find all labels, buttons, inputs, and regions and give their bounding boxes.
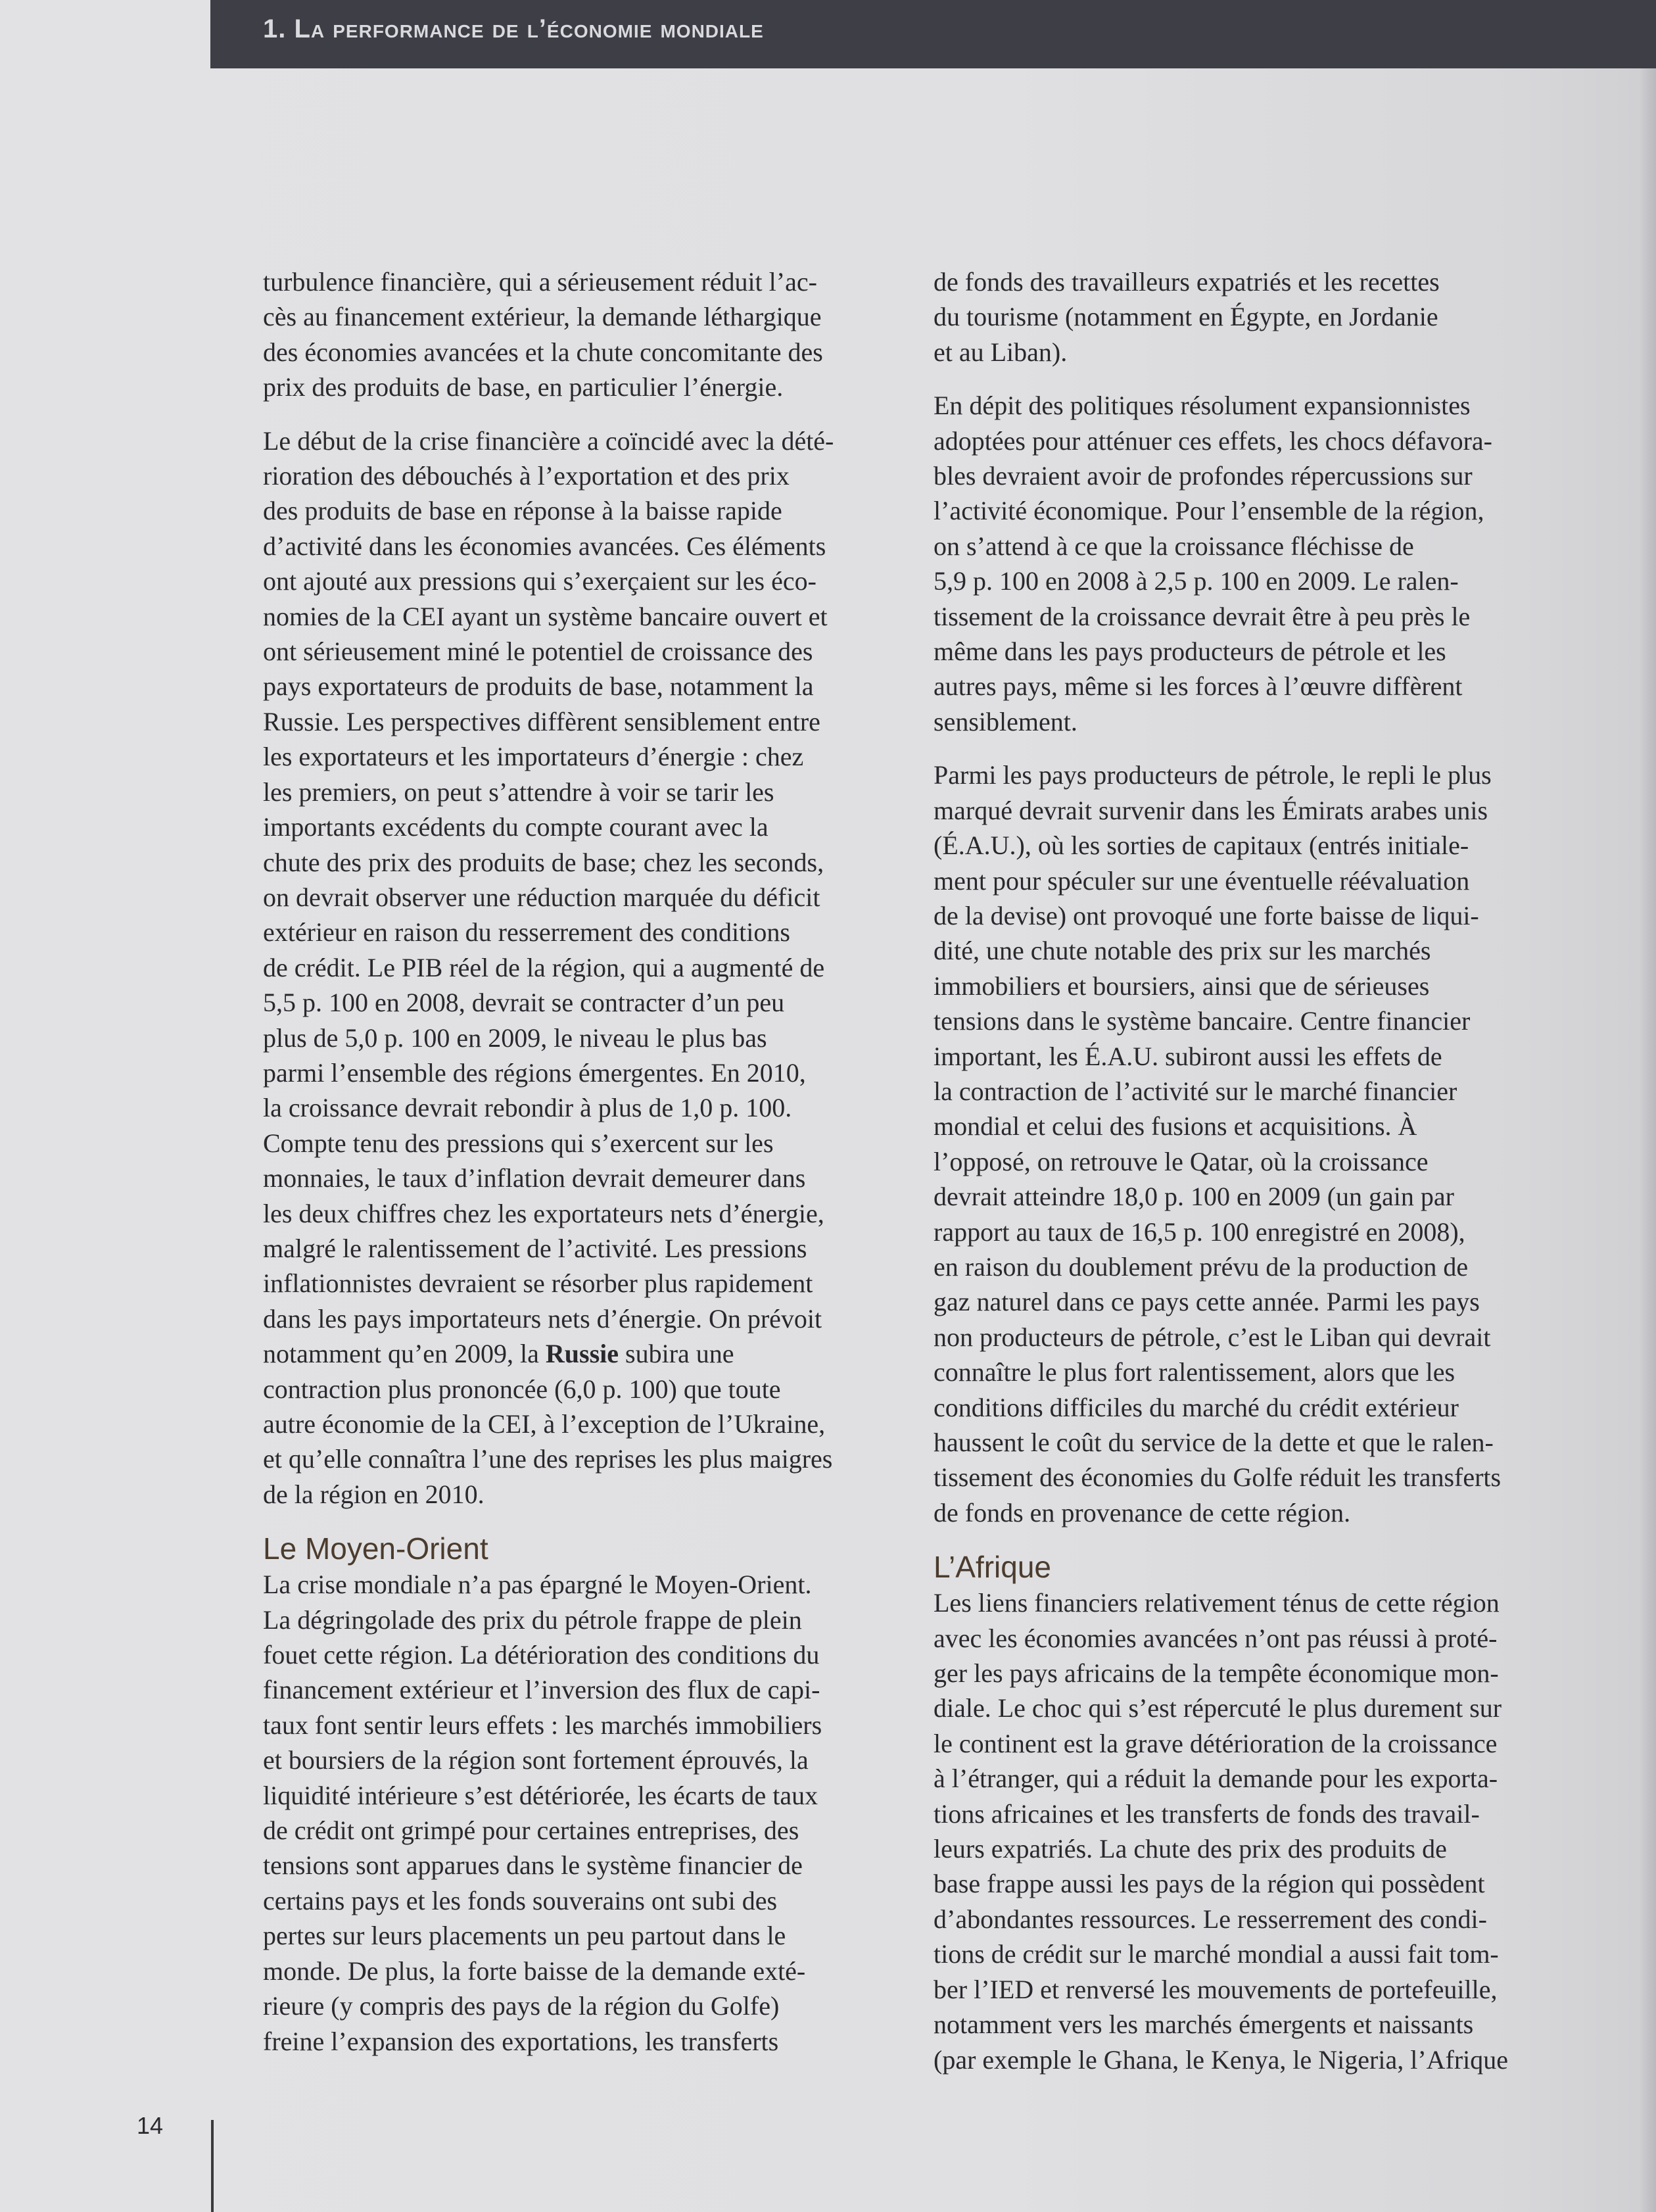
paragraph-line: marqué devrait survenir dans les Émirats arabes unis [934, 795, 1488, 825]
paragraph-line: inflationnistes devraient se résorber plus rapidement [263, 1268, 813, 1299]
paragraph-line: on devrait observer une réduction marquée du déficit [263, 882, 820, 912]
section-heading-middle-east: Le Moyen-Orient [263, 1531, 488, 1566]
paragraph-left-2-lines [263, 423, 881, 1337]
paragraph-line: dité, une chute notable des prix sur les marchés [934, 936, 1431, 966]
paragraph-line: Parmi les pays producteurs de pétrole, le repli le plus [934, 760, 1492, 790]
paragraph-line: malgré le ralentissement de l’activité. Les pressions [263, 1233, 807, 1263]
paragraph-line: non producteurs de pétrole, c’est le Liban qui devrait [934, 1322, 1491, 1352]
paragraph-line: et boursiers de la région sont fortement éprouvés, la [263, 1745, 809, 1775]
paragraph-line: pays exportateurs de produits de base, notamment la [263, 671, 814, 702]
paragraph-line: taux font sentir leurs effets : les marchés immobiliers [263, 1710, 822, 1740]
paragraph-line: rapport au taux de 16,5 p. 100 enregistré en 2008), [934, 1216, 1465, 1247]
paragraph-line: tensions dans le système bancaire. Centre financier [934, 1006, 1471, 1036]
paragraph-line: de la région en 2010. [263, 1479, 485, 1509]
paragraph-line: 5,5 p. 100 en 2008, devrait se contracter d’un peu [263, 988, 785, 1018]
paragraph-line: tissement des économies du Golfe réduit les transferts [934, 1462, 1502, 1493]
paragraph-line: cès au financement extérieur, la demande léthargique [263, 302, 822, 332]
paragraph-line: tions de crédit sur le marché mondial a aussi fait tom- [934, 1939, 1499, 1969]
paragraph-line: financement extérieur et l’inversion des flux de capi- [263, 1675, 820, 1705]
paragraph-line: des économies avancées et la chute concomitante des [263, 337, 823, 367]
paragraph-right-2 [934, 388, 1553, 739]
paragraph-line: importants excédents du compte courant avec la [263, 812, 769, 842]
text-run: subira une [619, 1339, 734, 1369]
paragraph-line: l’opposé, on retrouve le Qatar, où la croissance [934, 1146, 1429, 1176]
paragraph-line: ont ajouté aux pressions qui s’exerçaient sur les éco- [263, 566, 816, 596]
paragraph-right-1 [934, 264, 1553, 370]
paragraph-line [263, 1336, 881, 1371]
paragraph-line: fouet cette région. La détérioration des conditions du [263, 1640, 820, 1670]
paragraph-line: adoptées pour atténuer ces effets, les chocs défavora- [934, 425, 1492, 456]
paragraph-line: de la devise) ont provoqué une forte baisse de liqui- [934, 900, 1479, 930]
paragraph-line: (É.A.U.), où les sorties de capitaux (entrés initiale- [934, 830, 1469, 861]
emphasis-russie: Russie [545, 1339, 619, 1369]
paragraph-line: de fonds en provenance de cette région. [934, 1497, 1351, 1527]
chapter-title: 1. La performance de l’économie mondiale [263, 14, 764, 43]
paragraph-line: d’activité dans les économies avancées. Ces éléments [263, 531, 826, 561]
paragraph-line: leurs expatriés. La chute des prix des produits de [934, 1834, 1447, 1864]
paragraph-line: pertes sur leurs placements un peu partout dans le [263, 1921, 786, 1951]
paragraph-left-3 [263, 1567, 881, 2059]
paragraph-line: avec les économies avancées n’ont pas réussi à proté- [934, 1623, 1498, 1653]
paragraph-line: l’activité économique. Pour l’ensemble de la région, [934, 496, 1484, 526]
right-column [934, 264, 1553, 2096]
paragraph-line: la croissance devrait rebondir à plus de 1,0 p. 100. [263, 1093, 792, 1123]
paragraph-line: ber l’IED et renversé les mouvements de portefeuille, [934, 1974, 1498, 2004]
paragraph-line: même dans les pays producteurs de pétrole et les [934, 637, 1446, 667]
paragraph-line: d’abondantes ressources. Le resserrement des condi- [934, 1904, 1487, 1934]
paragraph-line: de fonds des travailleurs expatriés et les recettes [934, 267, 1440, 297]
paragraph-line: immobiliers et boursiers, ainsi que de sérieuses [934, 971, 1430, 1001]
paragraph-line: Compte tenu des pressions qui s’exercent sur les [263, 1128, 774, 1158]
footer-rule [211, 2120, 214, 2212]
paragraph-line: connaître le plus fort ralentissement, alors que les [934, 1357, 1455, 1387]
paragraph-line: chute des prix des produits de base; chez les seconds, [263, 847, 824, 877]
paragraph-line: et qu’elle connaîtra l’une des reprises les plus maigres [263, 1444, 833, 1474]
paragraph-line: tissement de la croissance devrait être à peu près le [934, 601, 1471, 631]
paragraph-right-4 [934, 1585, 1553, 2077]
paragraph-left-2 [263, 423, 881, 1512]
paragraph-line: et au Liban). [934, 337, 1068, 367]
paragraph-line: certains pays et les fonds souverains ont subi des [263, 1885, 778, 1915]
text-run: notamment qu’en 2009, la [263, 1339, 546, 1369]
paragraph-line: les exportateurs et les importateurs d’énergie : chez [263, 742, 804, 772]
paragraph-line: les deux chiffres chez les exportateurs nets d’énergie, [263, 1198, 824, 1228]
paragraph-line: nomies de la CEI ayant un système bancaire ouvert et [263, 601, 828, 631]
paragraph-line: notamment vers les marchés émergents et naissants [934, 2009, 1474, 2040]
paragraph-line: on s’attend à ce que la croissance fléchisse de [934, 531, 1414, 561]
paragraph-line: la contraction de l’activité sur le marché financier [934, 1076, 1457, 1106]
paragraph-line: ment pour spéculer sur une éventuelle réévaluation [934, 865, 1470, 896]
paragraph-line: les premiers, on peut s’attendre à voir se tarir les [263, 777, 774, 807]
paragraph-line: le continent est la grave détérioration de la croissance [934, 1728, 1498, 1758]
paragraph-line: gaz naturel dans ce pays cette année. Parmi les pays [934, 1287, 1480, 1317]
paragraph-line: La dégringolade des prix du pétrole frappe de plein [263, 1604, 802, 1635]
paragraph-line: liquidité intérieure s’est détériorée, les écarts de taux [263, 1780, 818, 1810]
paragraph-line: Russie. Les perspectives diffèrent sensiblement entre [263, 706, 820, 736]
paragraph-line: à l’étranger, qui a réduit la demande pour les exporta- [934, 1764, 1498, 1794]
paragraph-line: (par exemple le Ghana, le Kenya, le Nigeria, l’Afrique [934, 2044, 1509, 2075]
paragraph-line: 5,9 p. 100 en 2008 à 2,5 p. 100 en 2009. Le ralen- [934, 566, 1459, 596]
page-edge-shadow [1639, 0, 1656, 2212]
paragraph-line: monnaies, le taux d’inflation devrait demeurer dans [263, 1163, 806, 1193]
paragraph-line: ger les pays africains de la tempête économique mon- [934, 1658, 1499, 1689]
paragraph-line: monde. De plus, la forte baisse de la demande exté- [263, 1956, 806, 1986]
section-heading-africa: L’Afrique [934, 1550, 1052, 1585]
paragraph-line: de crédit ont grimpé pour certaines entreprises, des [263, 1815, 799, 1846]
paragraph-left-1 [263, 264, 881, 405]
paragraph-line: extérieur en raison du resserrement des conditions [263, 917, 790, 948]
page-number: 14 [137, 2112, 164, 2139]
paragraph-line: tions africaines et les transferts de fonds des travail- [934, 1798, 1480, 1829]
paragraph-line: ont sérieusement miné le potentiel de croissance des [263, 637, 813, 667]
paragraph-line: du tourisme (notamment en Égypte, en Jordanie [934, 302, 1438, 332]
left-column [263, 264, 881, 2077]
paragraph-line: rioration des débouchés à l’exportation et des prix [263, 461, 790, 491]
paragraph-line: sensiblement. [934, 706, 1077, 736]
paragraph-line: en raison du doublement prévu de la production de [934, 1251, 1469, 1282]
paragraph-line: de crédit. Le PIB réel de la région, qui a augmenté de [263, 952, 825, 982]
paragraph-line: mondial et celui des fusions et acquisitions. À [934, 1111, 1417, 1142]
paragraph-line: autres pays, même si les forces à l’œuvre diffèrent [934, 671, 1463, 702]
paragraph-line: diale. Le choc qui s’est répercuté le plus durement sur [934, 1693, 1502, 1723]
paragraph-line: base frappe aussi les pays de la région qui possèdent [934, 1869, 1485, 1899]
paragraph-line: Le début de la crise financière a coïncidé avec la dété- [263, 425, 834, 456]
paragraph-line: turbulence financière, qui a sérieusement réduit l’ac- [263, 267, 817, 297]
paragraph-line: important, les É.A.U. subiront aussi les effets de [934, 1041, 1442, 1071]
paragraph-line: freine l’expansion des exportations, les transferts [263, 2026, 779, 2056]
paragraph-line: bles devraient avoir de profondes répercussions sur [934, 461, 1473, 491]
paragraph-line: plus de 5,0 p. 100 en 2009, le niveau le plus bas [263, 1022, 767, 1053]
paragraph-line: dans les pays importateurs nets d’énergie. On prévoit [263, 1303, 822, 1334]
paragraph-line: prix des produits de base, en particulier l’énergie. [263, 372, 784, 402]
paragraph-line: tensions sont apparues dans le système financier de [263, 1850, 803, 1881]
paragraph-line: parmi l’ensemble des régions émergentes. En 2010, [263, 1057, 806, 1088]
paragraph-line: des produits de base en réponse à la baisse rapide [263, 496, 782, 526]
paragraph-line: En dépit des politiques résolument expansionnistes [934, 391, 1471, 421]
paragraph-line: La crise mondiale n’a pas épargné le Moyen-Orient. [263, 1570, 812, 1600]
paragraph-line: devrait atteindre 18,0 p. 100 en 2009 (un gain par [934, 1182, 1454, 1212]
paragraph-line: contraction plus prononcée (6,0 p. 100) que toute [263, 1374, 781, 1404]
paragraph-line: Les liens financiers relativement ténus de cette région [934, 1588, 1500, 1618]
paragraph-line: haussent le coût du service de la dette et que le ralen- [934, 1428, 1494, 1457]
paragraph-line: rieure (y compris des pays de la région du Golfe) [263, 1991, 780, 2021]
paragraph-line: autre économie de la CEI, à l’exception de l’Ukraine, [263, 1409, 826, 1439]
paragraph-right-3 [934, 757, 1553, 1530]
paragraph-left-2-tail [263, 1372, 881, 1512]
paragraph-line: conditions difficiles du marché du crédit extérieur [934, 1392, 1459, 1422]
